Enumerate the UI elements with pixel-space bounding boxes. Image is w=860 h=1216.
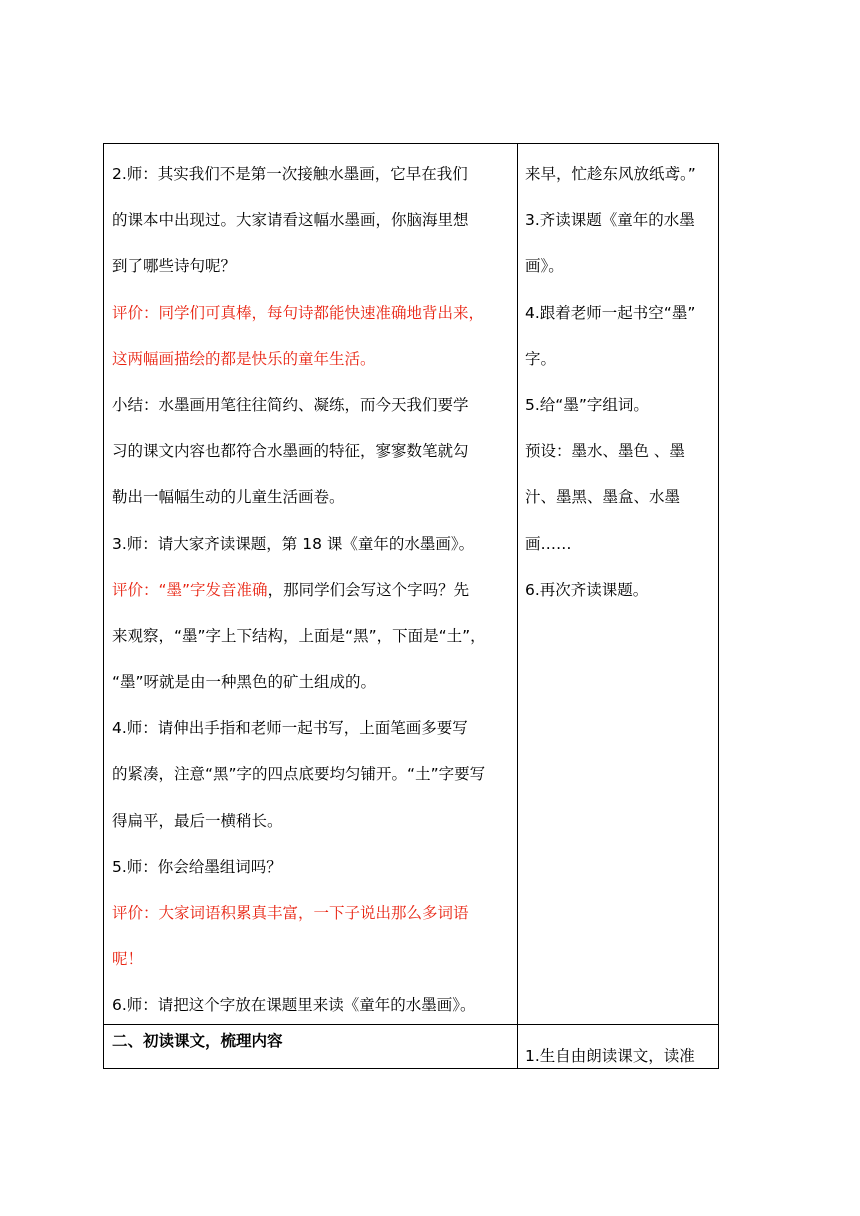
evaluation-line: 呢！ <box>112 950 144 969</box>
teacher-line: 的课本中出现过。大家请看这幅水墨画，你脑海里想 <box>112 211 469 230</box>
lesson-table <box>103 143 719 1069</box>
teacher-line: 3.师：请大家齐读课题，第 18 课《童年的水墨画》。 <box>112 534 475 553</box>
teacher-line: 到了哪些诗句呢？ <box>112 257 237 276</box>
student-line: 字。 <box>525 349 557 368</box>
student-line: 预设：墨水、墨色 、墨 <box>525 442 685 461</box>
column-divider <box>517 144 518 1068</box>
teacher-line: 4.师：请伸出手指和老师一起书写，上面笔画多要写 <box>112 719 468 738</box>
student-line: 画…… <box>525 534 572 553</box>
summary-line: 小结：水墨画用笔往往简约、凝练，而今天我们要学 <box>112 395 469 414</box>
teacher-line: 得扁平，最后一横稍长。 <box>112 811 283 830</box>
evaluation-line: 评价：大家词语积累真丰富，一下子说出那么多词语 <box>112 904 469 922</box>
student-line: 1.生自由朗读课文，读准 <box>525 1047 695 1065</box>
section-heading-cell <box>112 1026 512 1056</box>
evaluation-text: 评价：“墨”字发音准确 <box>112 580 268 599</box>
teacher-line: 2.师：其实我们不是第一次接触水墨画，它早在我们 <box>112 165 468 183</box>
teacher-line: 6.师：请把这个字放在课题里来读《童年的水墨画》。 <box>112 996 476 1015</box>
teacher-line: “墨”呀就是由一种黑色的矿土组成的。 <box>112 673 377 692</box>
student-line: 4.跟着老师一起书空“墨” <box>525 303 696 322</box>
student-activity-column <box>525 151 717 613</box>
student-line: 来早，忙趁东风放纸鸢。” <box>525 165 696 183</box>
mixed-evaluation-line <box>112 567 512 613</box>
evaluation-line: 这两幅画描绘的都是快乐的童年生活。 <box>112 349 376 368</box>
teacher-line: 的紧凑，注意“黑”字的四点底要均匀铺开。“土”字要写 <box>112 765 486 784</box>
teacher-line: 5.师：你会给墨组词吗？ <box>112 857 282 876</box>
section-student-cell <box>525 1041 717 1071</box>
summary-line: 习的课文内容也都符合水墨画的特征，寥寥数笔就勾 <box>112 442 469 461</box>
student-line: 画》。 <box>525 257 564 276</box>
summary-line: 勒出一幅幅生动的儿童生活画卷。 <box>112 488 345 507</box>
student-line: 3.齐读课题《童年的水墨 <box>525 211 695 230</box>
evaluation-line: 评价：同学们可真棒，每句诗都能快速准确地背出来， <box>112 303 485 322</box>
section-heading: 二、初读课文，梳理内容 <box>112 1032 283 1050</box>
student-line: 6.再次齐读课题。 <box>525 580 649 599</box>
teacher-line: 来观察，“墨”字上下结构，上面是“黑”，下面是“土”， <box>112 626 486 645</box>
student-line: 汁、墨黑、墨盒、水墨 <box>525 488 681 507</box>
teacher-text: ，那同学们会写这个字吗？先 <box>267 580 470 599</box>
student-line: 5.给“墨”字组词。 <box>525 395 649 414</box>
teacher-activity-column <box>112 151 512 1029</box>
